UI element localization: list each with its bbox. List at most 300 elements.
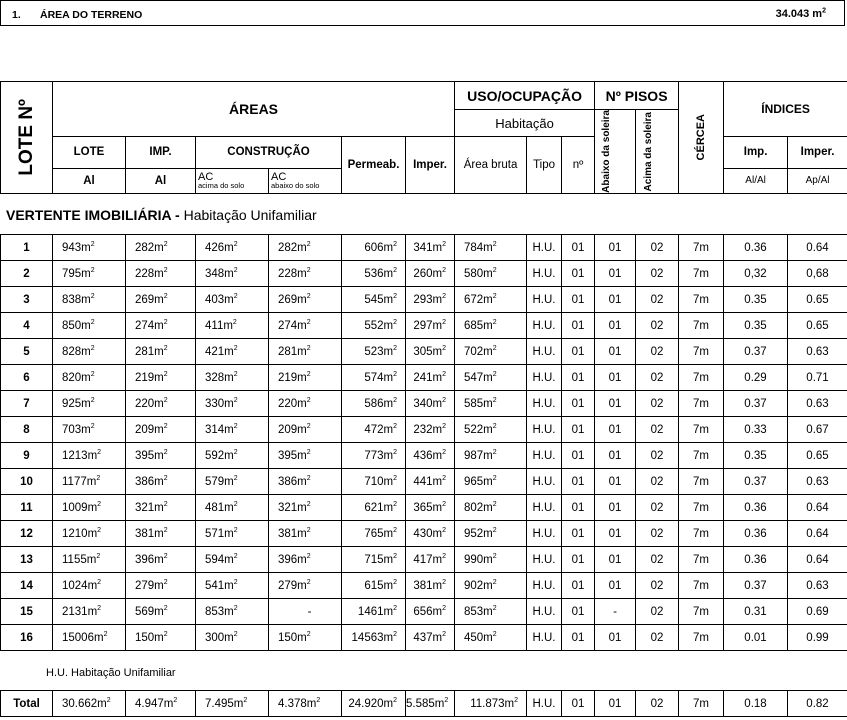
cell-ac-abaixo: $150m^2$	[269, 625, 342, 651]
cell-bruta: $990m^2$	[455, 547, 527, 573]
cell-bruta: $952m^2$	[455, 521, 527, 547]
cell-imp: $386m^2$	[126, 469, 196, 495]
cell-cercea: 7m	[679, 339, 724, 365]
table-row	[1, 469, 847, 495]
table-row	[1, 391, 847, 417]
cell-imp: $209m^2$	[126, 417, 196, 443]
cell-i-imper: 0.63	[788, 391, 847, 417]
cell-cercea: 7m	[679, 391, 724, 417]
cell-imper: $341m^2$	[406, 235, 455, 261]
cell-i-imper: 0.64	[788, 521, 847, 547]
cell-i-imp: 0,32	[724, 261, 788, 287]
cell-i-imp: 0.35	[724, 313, 788, 339]
cell-cercea: 7m	[679, 599, 724, 625]
table-row	[1, 417, 847, 443]
cell-permeab: $715m^2$	[342, 547, 406, 573]
cell-acima: 02	[636, 599, 679, 625]
cell-imper: $340m^2$	[406, 391, 455, 417]
cell-area: $1210m^2$	[53, 521, 126, 547]
table-row	[1, 547, 847, 573]
cell-imper: $437m^2$	[406, 625, 455, 651]
cell-ac-abaixo: $381m^2$	[269, 521, 342, 547]
cell-bruta: $987m^2$	[455, 443, 527, 469]
cell-area: $850m^2$	[53, 313, 126, 339]
cell-ac-abaixo: $395m^2$	[269, 443, 342, 469]
table-row	[1, 573, 847, 599]
cell-ac-acima: $300m^2$	[196, 625, 269, 651]
cell-i-imper: 0.63	[788, 573, 847, 599]
cell-acima: 02	[636, 287, 679, 313]
cell-abaixo: 01	[595, 287, 636, 313]
cell-i-imper: 0.64	[788, 547, 847, 573]
cell-acima: 02	[636, 573, 679, 599]
cell-permeab: $710m^2$	[342, 469, 406, 495]
cell-i-imper: 0.64	[788, 495, 847, 521]
cell-cercea: 7m	[679, 365, 724, 391]
cell-i-imper: 0.69	[788, 599, 847, 625]
cell-i-imp: 0.31	[724, 599, 788, 625]
cell-tipo: H.U.	[527, 599, 562, 625]
cell-cercea: 7m	[679, 573, 724, 599]
areas-header: ÁREAS	[53, 82, 455, 137]
area-bruta-header: Área bruta	[455, 137, 527, 194]
cell-n: 01	[562, 573, 595, 599]
cell-bruta: $853m^2$	[455, 599, 527, 625]
table-row	[1, 625, 847, 651]
cell-cercea: 7m	[679, 547, 724, 573]
al-header: Al	[53, 168, 126, 193]
cell-lote: 12	[1, 521, 53, 547]
cell-imp: $395m^2$	[126, 443, 196, 469]
cell-lote: 5	[1, 339, 53, 365]
cell-acima: 02	[636, 261, 679, 287]
cell-ac-acima: $579m^2$	[196, 469, 269, 495]
cell-lote: 11	[1, 495, 53, 521]
total-permeab: $24.920m^2$	[342, 691, 406, 717]
cell-bruta: $672m^2$	[455, 287, 527, 313]
cell-area: $1009m^2$	[53, 495, 126, 521]
cell-lote: 1	[1, 235, 53, 261]
cell-ac-acima: $426m^2$	[196, 235, 269, 261]
cell-n: 01	[562, 391, 595, 417]
cell-tipo: H.U.	[527, 391, 562, 417]
cell-permeab: $14563m^2$	[342, 625, 406, 651]
cell-acima: 02	[636, 313, 679, 339]
cell-tipo: H.U.	[527, 261, 562, 287]
cell-ac-abaixo: $321m^2$	[269, 495, 342, 521]
cell-acima: 02	[636, 443, 679, 469]
cell-n: 01	[562, 521, 595, 547]
cell-ac-acima: $348m^2$	[196, 261, 269, 287]
cell-abaixo: 01	[595, 469, 636, 495]
cell-permeab: $545m^2$	[342, 287, 406, 313]
cell-ac-acima: $592m^2$	[196, 443, 269, 469]
cell-abaixo: 01	[595, 443, 636, 469]
total-ac-abaixo: $4.378m^2$	[269, 691, 342, 717]
cell-acima: 02	[636, 365, 679, 391]
total-abaixo: 01	[595, 691, 636, 717]
cell-ac-abaixo: $396m^2$	[269, 547, 342, 573]
al-al-header: Al/Al	[724, 168, 788, 193]
cell-tipo: H.U.	[527, 443, 562, 469]
cell-ac-abaixo: $281m^2$	[269, 339, 342, 365]
cell-n: 01	[562, 261, 595, 287]
cell-n: 01	[562, 443, 595, 469]
cell-bruta: $580m^2$	[455, 261, 527, 287]
imp-header: IMP.	[126, 137, 196, 169]
cell-permeab: $773m^2$	[342, 443, 406, 469]
cell-tipo: H.U.	[527, 495, 562, 521]
cell-n: 01	[562, 339, 595, 365]
imper-header: Imper.	[406, 137, 455, 194]
cell-n: 01	[562, 547, 595, 573]
cell-imp: $381m^2$	[126, 521, 196, 547]
cell-area: $925m^2$	[53, 391, 126, 417]
cell-lote: 2	[1, 261, 53, 287]
cell-abaixo: 01	[595, 391, 636, 417]
cell-area: $838m^2$	[53, 287, 126, 313]
cell-area: $1024m^2$	[53, 573, 126, 599]
cell-tipo: H.U.	[527, 417, 562, 443]
cell-tipo: H.U.	[527, 235, 562, 261]
cell-bruta: $802m^2$	[455, 495, 527, 521]
cell-bruta: $702m^2$	[455, 339, 527, 365]
cell-i-imp: 0.36	[724, 547, 788, 573]
idx-imp-header: Imp.	[724, 137, 788, 169]
cell-imper: $365m^2$	[406, 495, 455, 521]
cell-ac-acima: $314m^2$	[196, 417, 269, 443]
section-title: VERTENTE IMOBILIÁRIA - Habitação Unifamiliar	[6, 207, 317, 223]
cell-imper: $441m^2$	[406, 469, 455, 495]
cell-lote: 4	[1, 313, 53, 339]
cell-tipo: H.U.	[527, 365, 562, 391]
cell-bruta: $902m^2$	[455, 573, 527, 599]
lote-no-header: LOTE Nº	[1, 82, 53, 194]
cell-imp: $396m^2$	[126, 547, 196, 573]
cell-ac-abaixo: $274m^2$	[269, 313, 342, 339]
cell-area: $943m^2$	[53, 235, 126, 261]
cell-abaixo: 01	[595, 365, 636, 391]
cell-ac-acima: $330m^2$	[196, 391, 269, 417]
cell-imp: $282m^2$	[126, 235, 196, 261]
cell-bruta: $784m^2$	[455, 235, 527, 261]
cell-imp: $274m^2$	[126, 313, 196, 339]
cell-ac-acima: $541m^2$	[196, 573, 269, 599]
table-row	[1, 235, 847, 261]
cell-n: 01	[562, 469, 595, 495]
cell-permeab: $615m^2$	[342, 573, 406, 599]
cell-bruta: $522m^2$	[455, 417, 527, 443]
cell-cercea: 7m	[679, 313, 724, 339]
cell-abaixo: -	[595, 599, 636, 625]
cell-bruta: $965m^2$	[455, 469, 527, 495]
n-pisos-header: Nº PISOS	[595, 82, 679, 110]
cell-i-imp: 0.37	[724, 573, 788, 599]
cell-i-imp: 0.36	[724, 521, 788, 547]
cell-i-imp: 0.35	[724, 443, 788, 469]
cell-i-imper: 0.99	[788, 625, 847, 651]
cell-ac-abaixo: $386m^2$	[269, 469, 342, 495]
cell-i-imper: 0.63	[788, 339, 847, 365]
cell-imp: $219m^2$	[126, 365, 196, 391]
habitacao-header: Habitação	[455, 110, 595, 137]
cell-n: 01	[562, 365, 595, 391]
cell-n: 01	[562, 625, 595, 651]
total-cercea: 7m	[679, 691, 724, 717]
cell-cercea: 7m	[679, 625, 724, 651]
cell-ac-abaixo: -	[269, 599, 342, 625]
n-header: nº	[562, 137, 595, 194]
cell-permeab: $586m^2$	[342, 391, 406, 417]
cell-abaixo: 01	[595, 235, 636, 261]
cell-n: 01	[562, 599, 595, 625]
total-area: $30.662m^2$	[53, 691, 126, 717]
cell-bruta: $547m^2$	[455, 365, 527, 391]
cell-cercea: 7m	[679, 443, 724, 469]
area-do-terreno-header	[0, 0, 845, 26]
cell-tipo: H.U.	[527, 287, 562, 313]
table-row	[1, 313, 847, 339]
cell-area: $820m^2$	[53, 365, 126, 391]
cell-ac-acima: $328m^2$	[196, 365, 269, 391]
cell-imp: $281m^2$	[126, 339, 196, 365]
total-table	[0, 690, 847, 717]
cell-i-imp: 0.37	[724, 391, 788, 417]
legend-note: H.U. Habitação Unifamiliar	[46, 667, 176, 679]
cell-cercea: 7m	[679, 495, 724, 521]
cell-ac-abaixo: $269m^2$	[269, 287, 342, 313]
column-header-table	[0, 81, 847, 194]
cell-i-imp: 0.37	[724, 339, 788, 365]
cell-lote: 16	[1, 625, 53, 651]
cell-imp: $569m^2$	[126, 599, 196, 625]
cell-i-imp: 0.29	[724, 365, 788, 391]
cercea-header: CÉRCEA	[679, 82, 724, 194]
cell-lote: 13	[1, 547, 53, 573]
cell-ac-abaixo: $220m^2$	[269, 391, 342, 417]
lotes-table	[0, 234, 847, 651]
cell-area: $1213m^2$	[53, 443, 126, 469]
cell-lote: 14	[1, 573, 53, 599]
cell-area: $15006m^2$	[53, 625, 126, 651]
cell-area: $795m^2$	[53, 261, 126, 287]
cell-imper: $293m^2$	[406, 287, 455, 313]
cell-cercea: 7m	[679, 521, 724, 547]
cell-i-imper: 0.71	[788, 365, 847, 391]
cell-i-imper: 0.63	[788, 469, 847, 495]
cell-i-imper: 0.65	[788, 313, 847, 339]
cell-bruta: $685m^2$	[455, 313, 527, 339]
cell-permeab: $472m^2$	[342, 417, 406, 443]
cell-ac-acima: $411m^2$	[196, 313, 269, 339]
cell-imper: $232m^2$	[406, 417, 455, 443]
cell-imper: $260m^2$	[406, 261, 455, 287]
cell-abaixo: 01	[595, 625, 636, 651]
section-number: 1.	[12, 9, 21, 21]
cell-i-imper: 0.64	[788, 235, 847, 261]
cell-abaixo: 01	[595, 547, 636, 573]
total-n: 01	[562, 691, 595, 717]
cell-n: 01	[562, 495, 595, 521]
cell-area: $2131m^2$	[53, 599, 126, 625]
table-row	[1, 599, 847, 625]
cell-abaixo: 01	[595, 339, 636, 365]
cell-bruta: $450m^2$	[455, 625, 527, 651]
ac-abaixo-header: AC abaixo do solo	[269, 168, 342, 193]
cell-tipo: H.U.	[527, 521, 562, 547]
cell-imper: $430m^2$	[406, 521, 455, 547]
cell-imper: $656m^2$	[406, 599, 455, 625]
cell-imper: $436m^2$	[406, 443, 455, 469]
cell-lote: 6	[1, 365, 53, 391]
cell-acima: 02	[636, 391, 679, 417]
cell-n: 01	[562, 287, 595, 313]
cell-ac-acima: $421m^2$	[196, 339, 269, 365]
cell-abaixo: 01	[595, 313, 636, 339]
cell-permeab: $574m^2$	[342, 365, 406, 391]
cell-ac-acima: $403m^2$	[196, 287, 269, 313]
cell-lote: 7	[1, 391, 53, 417]
cell-ac-abaixo: $219m^2$	[269, 365, 342, 391]
cell-ac-acima: $571m^2$	[196, 521, 269, 547]
total-ac-acima: $7.495m^2$	[196, 691, 269, 717]
table-row	[1, 261, 847, 287]
cell-permeab: $765m^2$	[342, 521, 406, 547]
cell-ac-acima: $853m^2$	[196, 599, 269, 625]
cell-acima: 02	[636, 521, 679, 547]
cell-tipo: H.U.	[527, 313, 562, 339]
cell-ac-acima: $594m^2$	[196, 547, 269, 573]
cell-permeab: $606m^2$	[342, 235, 406, 261]
cell-cercea: 7m	[679, 417, 724, 443]
total-row	[1, 691, 847, 717]
uso-ocupacao-header: USO/OCUPAÇÃO	[455, 82, 595, 110]
cell-i-imper: 0.65	[788, 443, 847, 469]
cell-acima: 02	[636, 339, 679, 365]
ac-acima-header: AC acima do solo	[196, 168, 269, 193]
cell-ac-acima: $481m^2$	[196, 495, 269, 521]
cell-imp: $269m^2$	[126, 287, 196, 313]
cell-imp: $321m^2$	[126, 495, 196, 521]
cell-lote: 10	[1, 469, 53, 495]
table-row	[1, 521, 847, 547]
cell-cercea: 7m	[679, 469, 724, 495]
ap-al-header: Ap/Al	[788, 168, 847, 193]
cell-permeab: $621m^2$	[342, 495, 406, 521]
cell-ac-abaixo: $228m^2$	[269, 261, 342, 287]
table-row	[1, 287, 847, 313]
construcao-header: CONSTRUÇÃO	[196, 137, 342, 169]
cell-lote: 8	[1, 417, 53, 443]
table-row	[1, 365, 847, 391]
cell-tipo: H.U.	[527, 339, 562, 365]
cell-imper: $305m^2$	[406, 339, 455, 365]
cell-imper: $297m^2$	[406, 313, 455, 339]
lote-header: LOTE	[53, 137, 126, 169]
cell-cercea: 7m	[679, 261, 724, 287]
cell-lote: 15	[1, 599, 53, 625]
area-do-terreno-value: 34.043 $m^2$	[775, 7, 826, 20]
cell-permeab: $536m^2$	[342, 261, 406, 287]
cell-abaixo: 01	[595, 417, 636, 443]
total-tipo: H.U.	[527, 691, 562, 717]
table-row	[1, 495, 847, 521]
cell-imp: $220m^2$	[126, 391, 196, 417]
cell-n: 01	[562, 235, 595, 261]
cell-ac-abaixo: $209m^2$	[269, 417, 342, 443]
cell-i-imper: 0,68	[788, 261, 847, 287]
cell-imp: $279m^2$	[126, 573, 196, 599]
cell-abaixo: 01	[595, 521, 636, 547]
cell-area: $1177m^2$	[53, 469, 126, 495]
cell-area: $703m^2$	[53, 417, 126, 443]
cell-permeab: $523m^2$	[342, 339, 406, 365]
acima-soleira-header: Acima da soleira	[636, 110, 679, 194]
cell-n: 01	[562, 417, 595, 443]
al2-header: Al	[126, 168, 196, 193]
cell-acima: 02	[636, 625, 679, 651]
table-row	[1, 339, 847, 365]
cell-i-imp: 0.36	[724, 495, 788, 521]
cell-i-imper: 0.67	[788, 417, 847, 443]
permeab-header: Permeab.	[342, 137, 406, 194]
cell-acima: 02	[636, 417, 679, 443]
total-bruta: $11.873m^2$	[455, 691, 527, 717]
table-row	[1, 443, 847, 469]
cell-tipo: H.U.	[527, 625, 562, 651]
cell-imp: $228m^2$	[126, 261, 196, 287]
idx-imper-header: Imper.	[788, 137, 847, 169]
total-label: Total	[1, 691, 53, 717]
cell-lote: 3	[1, 287, 53, 313]
area-do-terreno-label: ÁREA DO TERRENO	[40, 9, 143, 21]
cell-cercea: 7m	[679, 235, 724, 261]
indices-header: ÍNDICES	[724, 82, 847, 137]
cell-acima: 02	[636, 495, 679, 521]
cell-i-imp: 0.36	[724, 235, 788, 261]
cell-i-imp: 0.35	[724, 287, 788, 313]
abaixo-soleira-header: Abaixo da soleira	[595, 110, 636, 194]
total-idx-imper: 0.82	[788, 691, 847, 717]
cell-acima: 02	[636, 547, 679, 573]
cell-permeab: $1461m^2$	[342, 599, 406, 625]
cell-abaixo: 01	[595, 261, 636, 287]
cell-i-imper: 0.65	[788, 287, 847, 313]
cell-abaixo: 01	[595, 573, 636, 599]
cell-tipo: H.U.	[527, 547, 562, 573]
cell-cercea: 7m	[679, 287, 724, 313]
cell-ac-abaixo: $282m^2$	[269, 235, 342, 261]
cell-acima: 02	[636, 469, 679, 495]
cell-i-imp: 0.33	[724, 417, 788, 443]
cell-tipo: H.U.	[527, 469, 562, 495]
cell-imper: $381m^2$	[406, 573, 455, 599]
cell-ac-abaixo: $279m^2$	[269, 573, 342, 599]
cell-n: 01	[562, 313, 595, 339]
cell-permeab: $552m^2$	[342, 313, 406, 339]
cell-i-imp: 0.01	[724, 625, 788, 651]
cell-lote: 9	[1, 443, 53, 469]
cell-imp: $150m^2$	[126, 625, 196, 651]
total-imper: $5.585m^2$	[406, 691, 455, 717]
cell-abaixo: 01	[595, 495, 636, 521]
cell-acima: 02	[636, 235, 679, 261]
total-idx-imp: 0.18	[724, 691, 788, 717]
cell-bruta: $585m^2$	[455, 391, 527, 417]
cell-tipo: H.U.	[527, 573, 562, 599]
cell-imper: $417m^2$	[406, 547, 455, 573]
cell-i-imp: 0.37	[724, 469, 788, 495]
